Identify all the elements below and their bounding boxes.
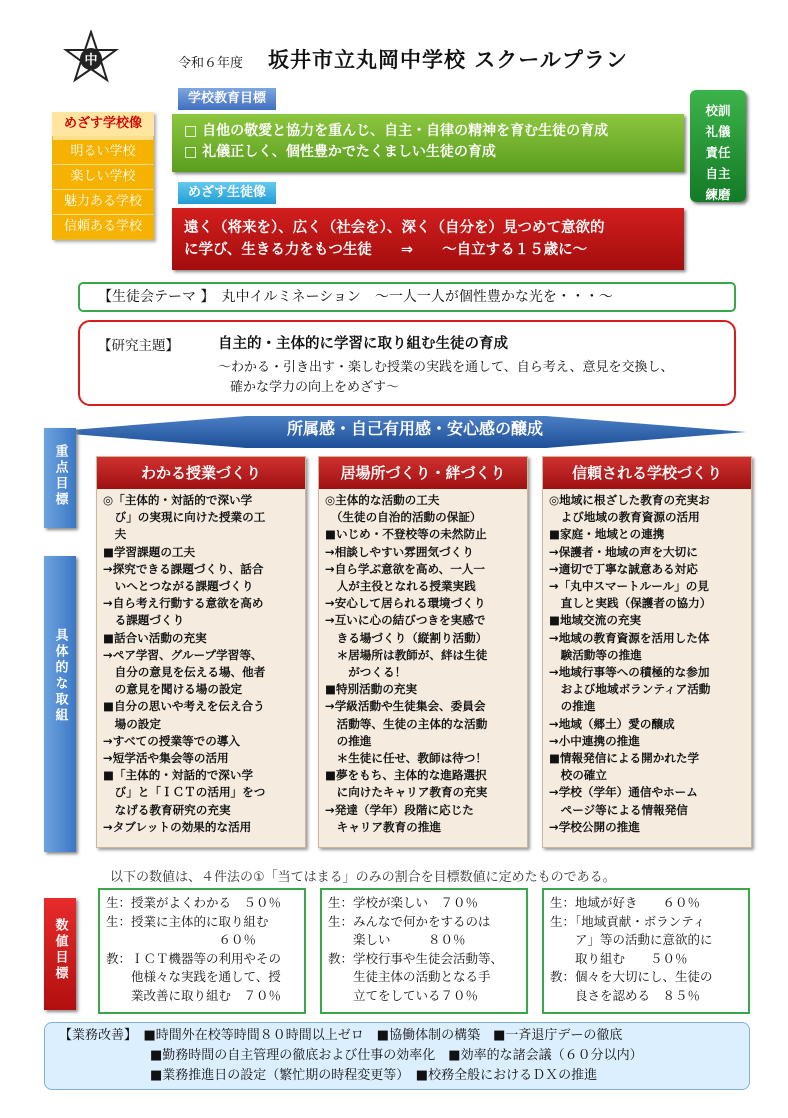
focus-goal-label xyxy=(44,428,76,528)
focus-column-line: →安心して居られる環境づくり xyxy=(325,596,486,611)
focus-column-line: ◎「主体的・対話的で深い学 xyxy=(103,493,253,507)
research-line: ～わかる・引き出す・楽しむ授業の実践を通して、自ら考え、意見を交換し、 xyxy=(218,360,674,375)
target-line: ６０％ xyxy=(106,932,257,947)
focus-column-line: →自ら考え行動する意欲を高め xyxy=(103,596,264,611)
focus-column-line: →「丸中スマートルール」の見 xyxy=(549,579,709,594)
target-box xyxy=(98,888,306,1014)
target-line: 生：「地域貢献・ボランティ xyxy=(550,913,706,929)
school-ideal-title: めざす学校像 xyxy=(52,112,154,136)
specific-actions-text: 具体的な取組 xyxy=(52,628,68,724)
focus-goal-text: 重点目標 xyxy=(52,444,68,508)
target-line: 楽しい ８０％ xyxy=(328,932,466,947)
focus-column-title: わかる授業づくり xyxy=(97,457,305,489)
focus-column-title: 信頼される学校づくり xyxy=(543,457,751,489)
education-goal-line: □ 自他の敬愛と協力を重んじ、自主・自律の精神を育む生徒の育成 xyxy=(184,123,609,139)
focus-column-line: ◎主体的な活動の工夫 xyxy=(325,493,440,507)
education-goal-box xyxy=(172,114,684,172)
focus-column-line: →自ら学ぶ意欲を高め、一人一 xyxy=(325,561,485,576)
research-body xyxy=(218,358,674,398)
focus-column-line: （生徒の自治的活動の保証） xyxy=(325,510,482,525)
numeric-target-note: 以下の数値は、４件法の①「当てはまる」のみの割合を目標数値に定めたものである。 xyxy=(110,870,616,885)
page-title: 坂井市立丸岡中学校 スクールプラン xyxy=(268,48,628,72)
focus-column-line: なげる教育研究の充実 xyxy=(103,802,231,817)
focus-column-line: および地域ボランティア活動 xyxy=(549,682,711,697)
focus-column-line: る課題づくり xyxy=(103,613,185,628)
research-title: 自主的・主体的に学習に取り組む生徒の育成 xyxy=(218,336,508,352)
focus-column-line: び」の実現に向けた授業の工 xyxy=(103,510,266,525)
school-motto-box xyxy=(690,90,746,202)
work-reform-line: ■勤務時間の自主管理の徹底および仕事の効率化 ■効率的な諸会議（６０分以内） xyxy=(59,1048,643,1063)
motto-item: 礼儀 xyxy=(705,124,731,139)
focus-column-line: →適切で丁寧な誠意ある対応 xyxy=(549,561,698,576)
focus-column xyxy=(96,456,306,848)
focus-column-line: キャリア教育の推進 xyxy=(325,819,441,834)
focus-column-line: 験活動等の推進 xyxy=(549,647,642,662)
target-line: 他様々な実践を通して、授 xyxy=(106,969,281,984)
student-council-theme: 【生徒会テーマ 】 丸中イルミネーション ～一人一人が個性豊かな光を・・・～ xyxy=(78,282,736,312)
target-line: ア」等の活動に意欲的に xyxy=(550,932,713,947)
focus-column-line: →保護者・地域の声を大切に xyxy=(549,544,698,559)
focus-column-line: →相談しやすい雰囲気づくり xyxy=(325,544,474,559)
student-vision-line: 遠く（将来を）、広く（社会を）、深く（自分を）見つめて意欲的 xyxy=(184,220,605,236)
focus-column-line: ■話合い活動の充実 xyxy=(103,630,207,645)
target-box xyxy=(320,888,528,1014)
focus-column-line: →小中連携の推進 xyxy=(549,733,640,748)
focus-column-body xyxy=(97,489,305,839)
school-emblem-icon xyxy=(62,30,120,88)
focus-column-line: →地域（郷土）愛の醸成 xyxy=(549,716,675,731)
focus-column-line: ◎地域に根ざした教育の充実お xyxy=(549,493,710,507)
work-reform-line: ■業務推進日の設定（繁忙期の時程変更等） ■校務全般におけるＤＸの推進 xyxy=(59,1068,598,1083)
focus-column-line: →タブレットの効果的な活用 xyxy=(103,819,252,834)
work-reform-line: 【業務改善】 ■時間外在校等時間８０時間以上ゼロ ■協働体制の構築 ■一斉退庁デーの徹底 xyxy=(59,1028,623,1043)
student-vision-line: に学び、生きる力をもつ生徒 ⇒ ～自立する１５歳に～ xyxy=(184,242,588,258)
focus-column-line: の意見を聞ける場の設定 xyxy=(103,682,243,697)
focus-column-line: →地域行事等への積極的な参加 xyxy=(549,665,710,680)
focus-column-line: の推進 xyxy=(325,733,372,748)
target-line: 良さを認める ８５％ xyxy=(550,987,701,1003)
focus-column-line: ■いじめ・不登校等の未然防止 xyxy=(325,527,487,542)
student-vision-tag: めざす生徒像 xyxy=(178,182,276,204)
education-goal-line: □ 礼儀正しく、個性豊かでたくましい生徒の育成 xyxy=(184,144,496,160)
focus-column xyxy=(542,456,752,848)
focus-column-line: →探究できる課題づくり、話合 xyxy=(103,561,264,576)
research-label: 【研究主題】 xyxy=(98,338,179,354)
focus-column-line: ■夢をもち、主体的な進路選択 xyxy=(325,768,487,783)
focus-column-title: 居場所づくり・絆づくり xyxy=(319,457,527,489)
focus-column-line: 活動等、生徒の主体的な活動 xyxy=(325,716,488,731)
focus-column-line: ＊生徒に任せ、教師は待つ！ xyxy=(325,751,487,766)
target-line: 教：ＩＣＴ機器等の利用やその xyxy=(106,950,282,966)
target-line: 教：個々を大切にし、生徒の xyxy=(550,969,713,984)
banner-title: 所属感・自己有用感・安心感の醸成 xyxy=(286,419,543,438)
target-box xyxy=(542,888,750,1014)
school-ideal-item: 信頼ある学校 xyxy=(52,215,154,239)
focus-column-line: ■学習課題の工夫 xyxy=(103,544,196,559)
focus-column-line: 直しと実践（保護者の協力） xyxy=(549,596,712,611)
target-line: 生：学校が楽しい ７０％ xyxy=(328,895,479,910)
focus-column-line: に向けたキャリア教育の充実 xyxy=(325,785,488,800)
focus-column-line: →地域の教育資源を活用した体 xyxy=(549,630,710,645)
focus-column-line: ■家庭・地域との連携 xyxy=(549,527,665,542)
emblem-char: 中 xyxy=(84,53,98,68)
focus-column-line: →互いに心の結びつきを実感で xyxy=(325,613,486,628)
focus-column-line: 場の設定 xyxy=(103,716,161,731)
motto-item: 自主 xyxy=(705,166,731,181)
focus-column-line: ページ等による情報発信 xyxy=(549,802,688,817)
focus-column-line: →短学活や集会等の活用 xyxy=(103,751,229,766)
target-line: 生徒主体の活動となる手 xyxy=(328,969,491,984)
focus-column-line: 自分の意見を伝える場、他者 xyxy=(103,665,266,680)
school-ideal-item: 魅力ある学校 xyxy=(52,190,154,214)
focus-column-line: び」と「ＩＣＴの活用」をつ xyxy=(103,785,266,800)
focus-column-line: ＊居場所は教師が、絆は生徒 xyxy=(325,647,488,662)
focus-column-line: きる場づくり（縦割り活動） xyxy=(325,630,488,645)
motto-item: 校訓 xyxy=(705,103,731,118)
specific-actions-label xyxy=(44,556,76,852)
work-reform-box xyxy=(44,1022,750,1090)
focus-column-line: よび地域の教育資源の活用 xyxy=(549,510,700,525)
focus-column-line: ■情報発信による開かれた学 xyxy=(549,751,700,766)
target-line: 取り組む ５０％ xyxy=(550,950,688,966)
focus-column-line: →すべての授業等での導入 xyxy=(103,733,241,748)
focus-column-line: →学校（学年）通信やホーム xyxy=(549,785,698,800)
focus-column-line: ■「主体的・対話的で深い学 xyxy=(103,768,254,783)
focus-column-line: ■自分の思いや考えを伝え合う xyxy=(103,699,265,714)
focus-column-body xyxy=(319,489,527,839)
plan-year: 令和６年度 xyxy=(178,56,244,71)
school-ideal-item: 明るい学校 xyxy=(52,140,154,164)
education-goal-tag: 学校教育目標 xyxy=(178,88,276,110)
target-line: 生：授業がよくわかる ５０％ xyxy=(106,895,282,910)
focus-column-line: 人が主役となれる授業実践 xyxy=(325,579,476,594)
focus-column-line: →ペア学習、グループ学習等、 xyxy=(103,647,263,662)
target-line: 教：学校行事や生徒会活動等、 xyxy=(328,950,504,966)
target-line: 生：みんなで何かをするのは xyxy=(328,913,491,929)
motto-item: 責任 xyxy=(705,145,731,160)
focus-column-line: ■地域交流の充実 xyxy=(549,613,642,628)
focus-column-line: →学級活動や生徒集会、委員会 xyxy=(325,699,486,714)
target-line: 業改善に取り組む ７０％ xyxy=(106,987,282,1003)
focus-column-body xyxy=(543,489,751,839)
numeric-target-label xyxy=(44,898,76,1010)
numeric-target-text: 数値目標 xyxy=(52,918,68,982)
target-line: 生：授業に主体的に取り組む xyxy=(106,913,269,929)
focus-column-line: いへとつながる課題づくり xyxy=(103,579,254,594)
focus-column-line: 校の確立 xyxy=(549,768,607,783)
motto-item: 練磨 xyxy=(705,187,731,202)
target-line: 生：地域が好き ６０％ xyxy=(550,895,701,910)
focus-column-line: ■特別活動の充実 xyxy=(325,682,418,697)
focus-column-line: の推進 xyxy=(549,699,596,714)
focus-column-line: →発達（学年）段階に応じた xyxy=(325,802,474,817)
target-line: 立てをしている７０％ xyxy=(328,987,479,1003)
school-ideal-item: 楽しい学校 xyxy=(52,165,154,189)
focus-column xyxy=(318,456,528,848)
focus-column-line: がつくる！ xyxy=(325,665,407,680)
student-vision-box xyxy=(172,208,684,270)
research-line: 確かな学力の向上をめざす～ xyxy=(230,380,400,395)
focus-column-line: →学校公開の推進 xyxy=(549,819,640,834)
focus-column-line: 夫 xyxy=(103,527,127,542)
